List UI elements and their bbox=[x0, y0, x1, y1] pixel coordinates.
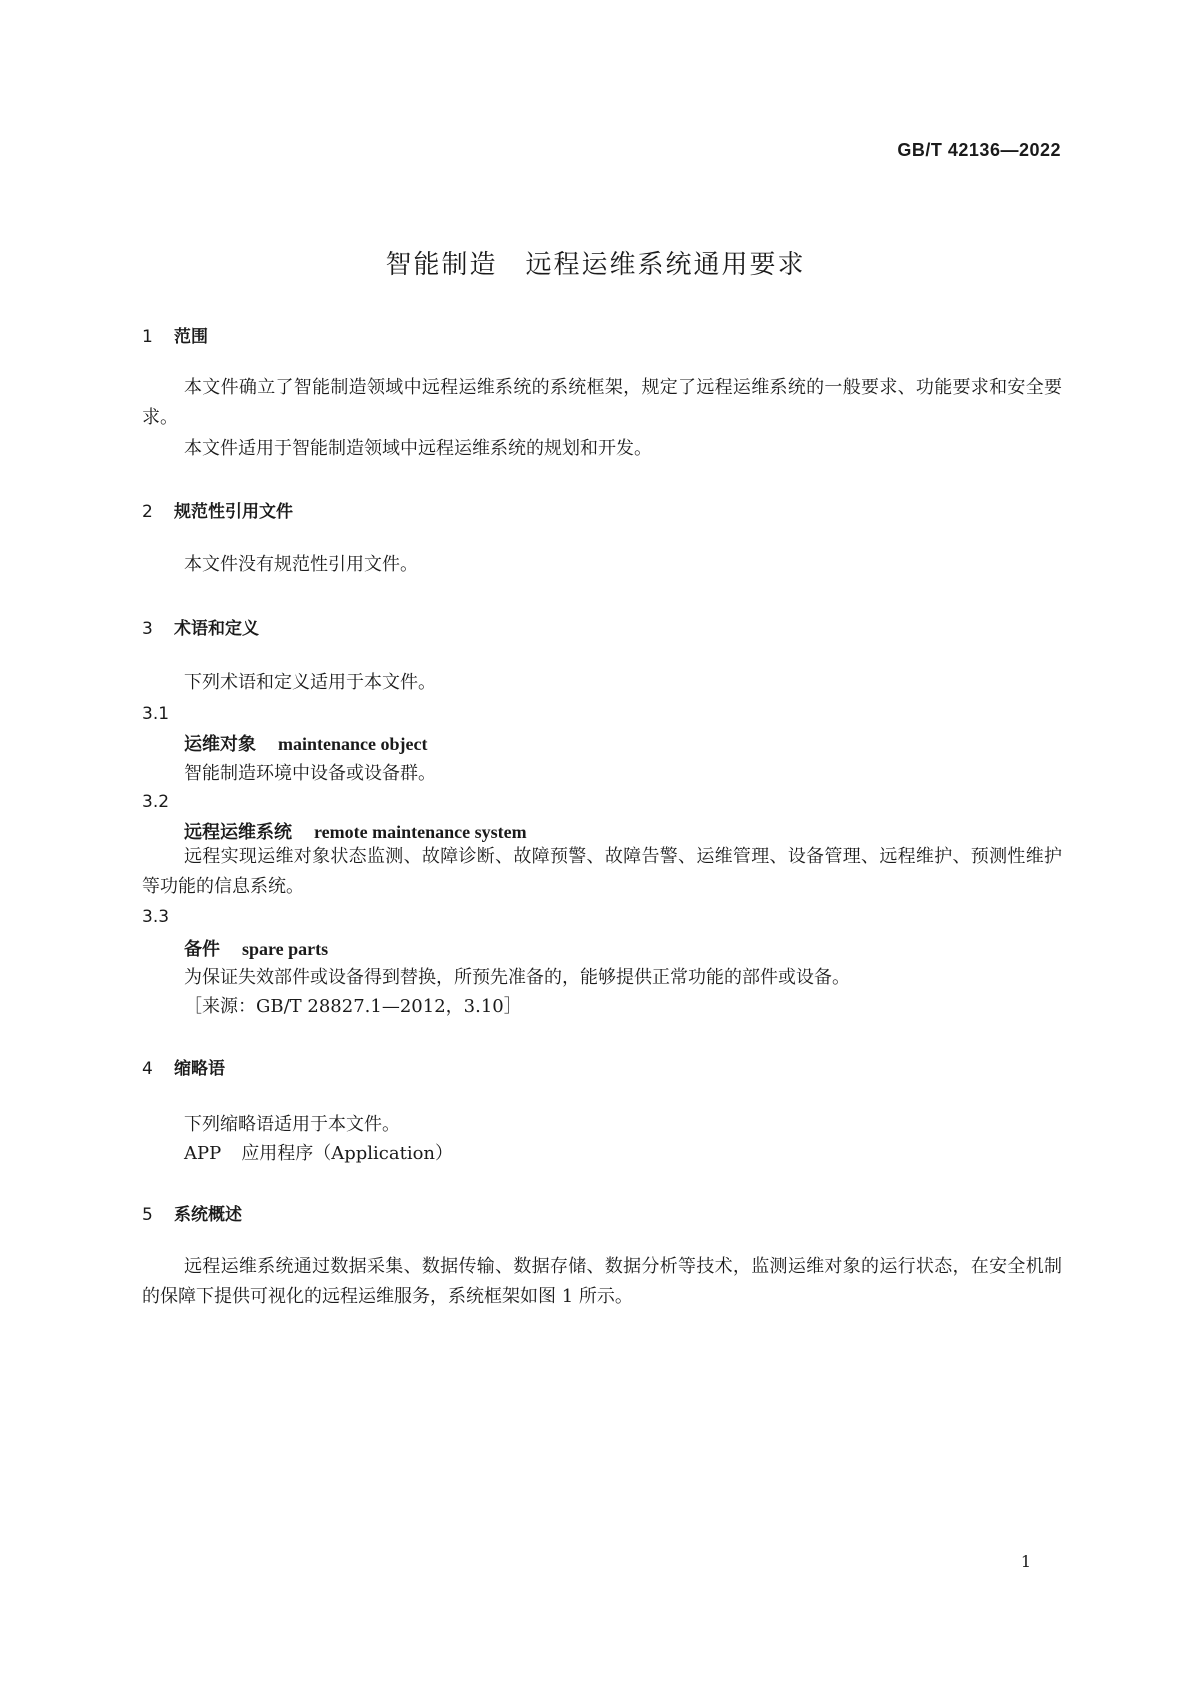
standard-code: GB/T 42136—2022 bbox=[897, 140, 1061, 160]
section-number: 1 bbox=[142, 327, 153, 347]
abbreviation-definition: 应用程序（Application） bbox=[241, 1143, 454, 1164]
term-entry bbox=[184, 818, 527, 844]
section-heading-system-overview bbox=[142, 1200, 242, 1225]
term-number: 3.1 bbox=[142, 704, 170, 724]
term-en: remote maintenance system bbox=[314, 822, 527, 842]
normative-references-paragraph: 本文件没有规范性引用文件。 bbox=[184, 554, 418, 575]
scope-paragraph-2: 本文件适用于智能制造领域中远程运维系统的规划和开发。 bbox=[184, 438, 652, 459]
term-en: maintenance object bbox=[278, 734, 428, 754]
section-number: 2 bbox=[142, 502, 153, 522]
section-heading-terms bbox=[142, 614, 259, 639]
term-source: ［来源：GB/T 28827.1—2012，3.10］ bbox=[184, 996, 522, 1017]
term-number: 3.2 bbox=[142, 792, 170, 812]
section-title: 范围 bbox=[174, 327, 208, 347]
term-entry bbox=[184, 935, 328, 961]
term-zh: 备件 bbox=[184, 939, 220, 960]
system-overview-paragraph: 远程运维系统通过数据采集、数据传输、数据存储、数据分析等技术，监测运维对象的运行状态，在安全机制的保障下提供可视化的远程运维服务，系统框架如图 1 所示。 bbox=[142, 1256, 1062, 1307]
term-number: 3.3 bbox=[142, 907, 170, 927]
term-en: spare parts bbox=[242, 939, 329, 959]
term-zh: 运维对象 bbox=[184, 734, 256, 755]
document-title: 智能制造 远程运维系统通用要求 bbox=[385, 250, 806, 280]
abbreviation: APP bbox=[184, 1143, 222, 1164]
section-heading-normative-references bbox=[142, 497, 293, 522]
section-number: 5 bbox=[142, 1205, 153, 1225]
term-definition: 为保证失效部件或设备得到替换，所预先准备的，能够提供正常功能的部件或设备。 bbox=[184, 967, 850, 988]
section-number: 3 bbox=[142, 619, 153, 639]
abbreviation-entry bbox=[184, 1139, 453, 1165]
section-heading-scope bbox=[142, 322, 208, 347]
terms-intro: 下列术语和定义适用于本文件。 bbox=[184, 672, 436, 693]
abbreviations-intro: 下列缩略语适用于本文件。 bbox=[184, 1114, 400, 1135]
section-title: 缩略语 bbox=[174, 1059, 225, 1079]
term-zh: 远程运维系统 bbox=[184, 822, 292, 843]
page-number: 1 bbox=[1020, 1552, 1031, 1571]
term-definition: 远程实现运维对象状态监测、故障诊断、故障预警、故障告警、运维管理、设备管理、远程维护、预测性维护等功能的信息系统。 bbox=[142, 846, 1062, 897]
term-entry bbox=[184, 730, 427, 756]
term-definition: 智能制造环境中设备或设备群。 bbox=[184, 763, 436, 784]
section-heading-abbreviations bbox=[142, 1054, 225, 1079]
section-title: 规范性引用文件 bbox=[174, 502, 293, 522]
section-number: 4 bbox=[142, 1059, 153, 1079]
scope-paragraph-1: 本文件确立了智能制造领域中远程运维系统的系统框架，规定了远程运维系统的一般要求、功能要求和安全要求。 bbox=[142, 377, 1062, 428]
section-title: 系统概述 bbox=[174, 1205, 242, 1225]
section-title: 术语和定义 bbox=[174, 619, 259, 639]
